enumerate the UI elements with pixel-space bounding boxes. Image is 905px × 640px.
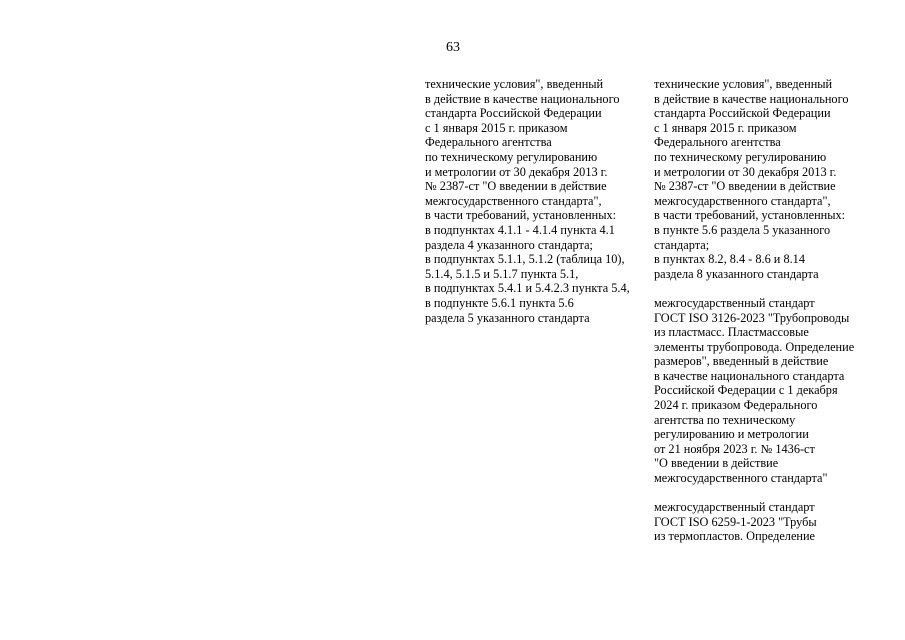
text-line: раздела 8 указанного стандарта: [654, 266, 819, 281]
text-line: ГОСТ ISO 3126-2023 "Трубопроводы: [654, 310, 850, 325]
text-line: в подпунктах 5.1.1, 5.1.2 (таблица 10),: [425, 252, 625, 267]
text-line: в действие в качестве национального: [425, 91, 620, 106]
text-line: ГОСТ ISO 6259-1-2023 "Трубы: [654, 514, 817, 529]
text-line: технические условия", введенный: [425, 77, 604, 91]
text-line: Федерального агентства: [425, 135, 552, 150]
paragraph-gap: [654, 281, 854, 296]
text-line: раздела 4 указанного стандарта;: [425, 237, 593, 252]
text-line: от 21 ноября 2023 г. № 1436-ст: [654, 441, 815, 456]
text-line: межгосударственного стандарта",: [654, 193, 831, 208]
text-line: межгосударственный стандарт: [654, 295, 815, 310]
text-line: и метрологии от 30 декабря 2013 г.: [654, 164, 837, 179]
text-line: из термопластов. Определение: [654, 529, 816, 544]
right-column: [654, 77, 854, 544]
text-line: № 2387-ст "О введении в действие: [425, 179, 607, 194]
text-line: размеров", введенный в действие: [654, 354, 829, 369]
text-line: в пунктах 8.2, 8.4 - 8.6 и 8.14: [654, 252, 805, 267]
text-line: в пункте 5.6 раздела 5 указанного: [654, 222, 831, 237]
text-line: межгосударственного стандарта": [654, 471, 828, 486]
text-line: в части требований, установленных:: [425, 208, 617, 223]
right-block-1: [654, 77, 854, 281]
text-line: в подпунктах 5.4.1 и 5.4.2.3 пункта 5.4,: [425, 281, 630, 296]
text-line: в части требований, установленных:: [654, 208, 846, 223]
text-line: № 2387-ст "О введении в действие: [654, 179, 836, 194]
text-line: стандарта;: [654, 237, 710, 252]
text-line: стандарта Российской Федерации: [425, 106, 602, 121]
right-block-3: [654, 500, 854, 544]
right-block-2: [654, 296, 854, 486]
text-line: 5.1.4, 5.1.5 и 5.1.7 пункта 5.1,: [425, 266, 579, 281]
text-line: "О введении в действие: [654, 456, 779, 471]
text-line: и метрологии от 30 декабря 2013 г.: [425, 164, 608, 179]
text-line: межгосударственного стандарта",: [425, 193, 602, 208]
page-number: 63: [446, 40, 460, 55]
text-line: межгосударственный стандарт: [654, 500, 815, 515]
text-line: стандарта Российской Федерации: [654, 106, 831, 121]
paragraph-gap: [654, 486, 854, 501]
text-line: 2024 г. приказом Федерального: [654, 398, 818, 413]
text-line: Российской Федерации с 1 декабря: [654, 383, 838, 398]
text-line: с 1 января 2015 г. приказом: [425, 120, 568, 135]
text-line: по техническому регулированию: [425, 149, 598, 164]
left-column: [425, 77, 630, 325]
text-line: агентства по техническому: [654, 412, 796, 427]
text-line: регулированию и метрологии: [654, 427, 809, 442]
text-line: элементы трубопровода. Определение: [654, 339, 855, 354]
text-line: в подпункте 5.6.1 пункта 5.6: [425, 295, 574, 310]
text-line: технические условия", введенный: [654, 77, 833, 91]
text-line: Федерального агентства: [654, 135, 781, 150]
text-line: по техническому регулированию: [654, 149, 827, 164]
text-line: в качестве национального стандарта: [654, 368, 845, 383]
text-line: из пластмасс. Пластмассовые: [654, 325, 809, 340]
text-line: раздела 5 указанного стандарта: [425, 310, 590, 325]
text-line: с 1 января 2015 г. приказом: [654, 120, 797, 135]
text-line: в подпунктах 4.1.1 - 4.1.4 пункта 4.1: [425, 222, 615, 237]
text-line: в действие в качестве национального: [654, 91, 849, 106]
